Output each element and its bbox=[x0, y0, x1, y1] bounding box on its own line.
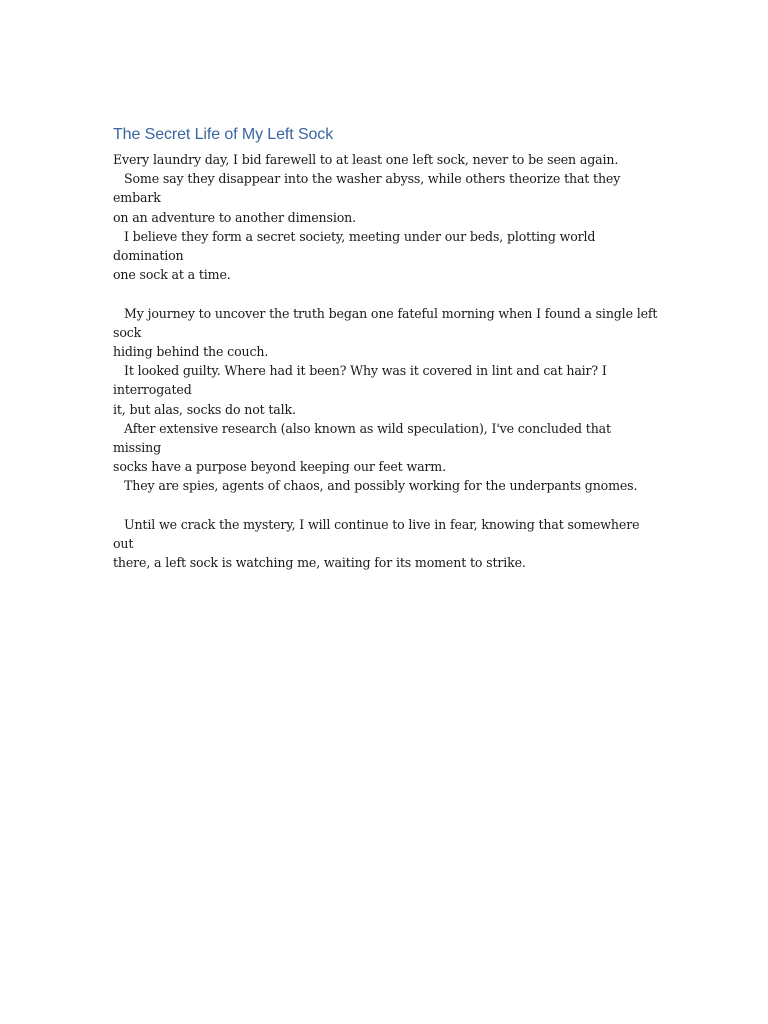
document-title: The Secret Life of My Left Sock bbox=[113, 126, 334, 143]
paragraph-line: Every laundry day, I bid farewell to at least one left sock, never to be seen again. bbox=[113, 152, 619, 167]
paragraph-line: it, but alas, socks do not talk. bbox=[113, 401, 296, 417]
paragraph-spacer bbox=[113, 284, 658, 303]
paragraph-line: one sock at a time. bbox=[113, 267, 231, 283]
paragraph-line: I believe they form a secret society, meeting under our beds, plotting world domination bbox=[113, 228, 596, 264]
paragraph-line: It looked guilty. Where had it been? Why was it covered in lint and cat hair? I interrogated bbox=[113, 363, 607, 398]
paragraph-line: My journey to uncover the truth began one fateful morning when I found a single left sock bbox=[113, 305, 658, 340]
paragraph-line: After extensive research (also known as wild speculation), I've concluded that missing bbox=[113, 420, 611, 456]
paragraph-line: socks have a purpose beyond keeping our feet warm. bbox=[113, 459, 446, 475]
paragraph-line: on an adventure to another dimension. bbox=[113, 209, 356, 225]
paragraph-line: Until we crack the mystery, I will continue to live in fear, knowing that somewhere out bbox=[113, 516, 640, 552]
paragraph-spacer bbox=[113, 496, 658, 515]
paragraph-line: hiding behind the couch. bbox=[113, 344, 269, 360]
paragraph-line: They are spies, agents of chaos, and possibly working for the underpants gnomes. bbox=[124, 478, 638, 494]
paragraph-line: Some say they disappear into the washer abyss, while others theorize that they embark bbox=[113, 171, 621, 206]
document-body bbox=[113, 124, 658, 572]
paragraph-line: there, a left sock is watching me, waiting for its moment to strike. bbox=[113, 555, 526, 571]
